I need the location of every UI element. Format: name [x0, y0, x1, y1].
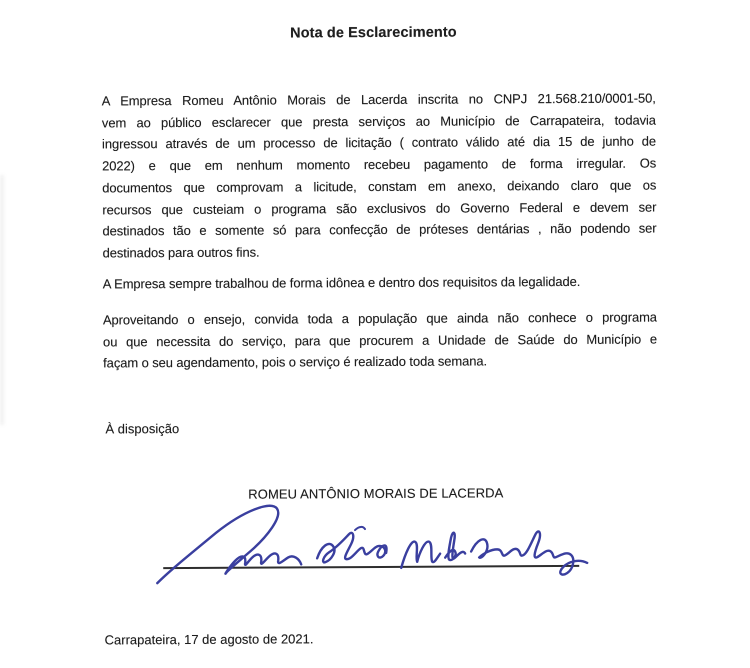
- paragraph-2: [103, 271, 657, 296]
- date-line: Carrapateira, 17 de agosto de 2021.: [104, 631, 314, 648]
- text-line: A Empresa sempre trabalhou de forma idônea e dentro dos requisitos da legalidade.: [102, 273, 581, 292]
- text-line: façam o seu agendamento, pois o serviço é realizado toda semana.: [103, 353, 488, 371]
- text-line: vem ao público esclarecer que presta serviços ao Município de Carrapateira, todavia: [101, 112, 656, 131]
- text-line: Aproveitando o ensejo, convida toda a população que ainda não conhece o programa: [102, 309, 657, 328]
- text-line: 2022) e que em nenhum momento recebeu pagamento de forma irregular. Os: [102, 155, 657, 174]
- text-line: destinados tão e somente só para confecção de próteses dentárias , não podendo ser: [102, 220, 657, 239]
- text-line: A Empresa Romeu Antônio Morais de Lacerda inscrita no CNPJ 21.568.210/0001-50,: [101, 90, 656, 109]
- signer-name: ROMEU ANTÔNIO MORAIS DE LACERDA: [248, 485, 504, 502]
- closing-salutation: À disposição: [105, 421, 180, 437]
- text-line: recursos que custeiam o programa são exclusivos do Governo Federal e devem ser: [102, 199, 657, 217]
- text-line: documentos que comprovam a licitude, constam em anexo, deixando claro que os: [102, 177, 657, 196]
- text-line: ou que necessita do serviço, para que procurem a Unidade de Saúde do Município e: [102, 331, 658, 350]
- paragraph-1: [102, 88, 657, 265]
- signature-image: [149, 495, 600, 597]
- text-line: ingressou através de um processo de licitação ( contrato válido até dia 15 de junho de: [101, 133, 657, 152]
- paragraph-3: [103, 307, 657, 375]
- document-title: Nota de Esclarecimento: [290, 24, 457, 42]
- text-line: destinados para outros fins.: [102, 244, 260, 261]
